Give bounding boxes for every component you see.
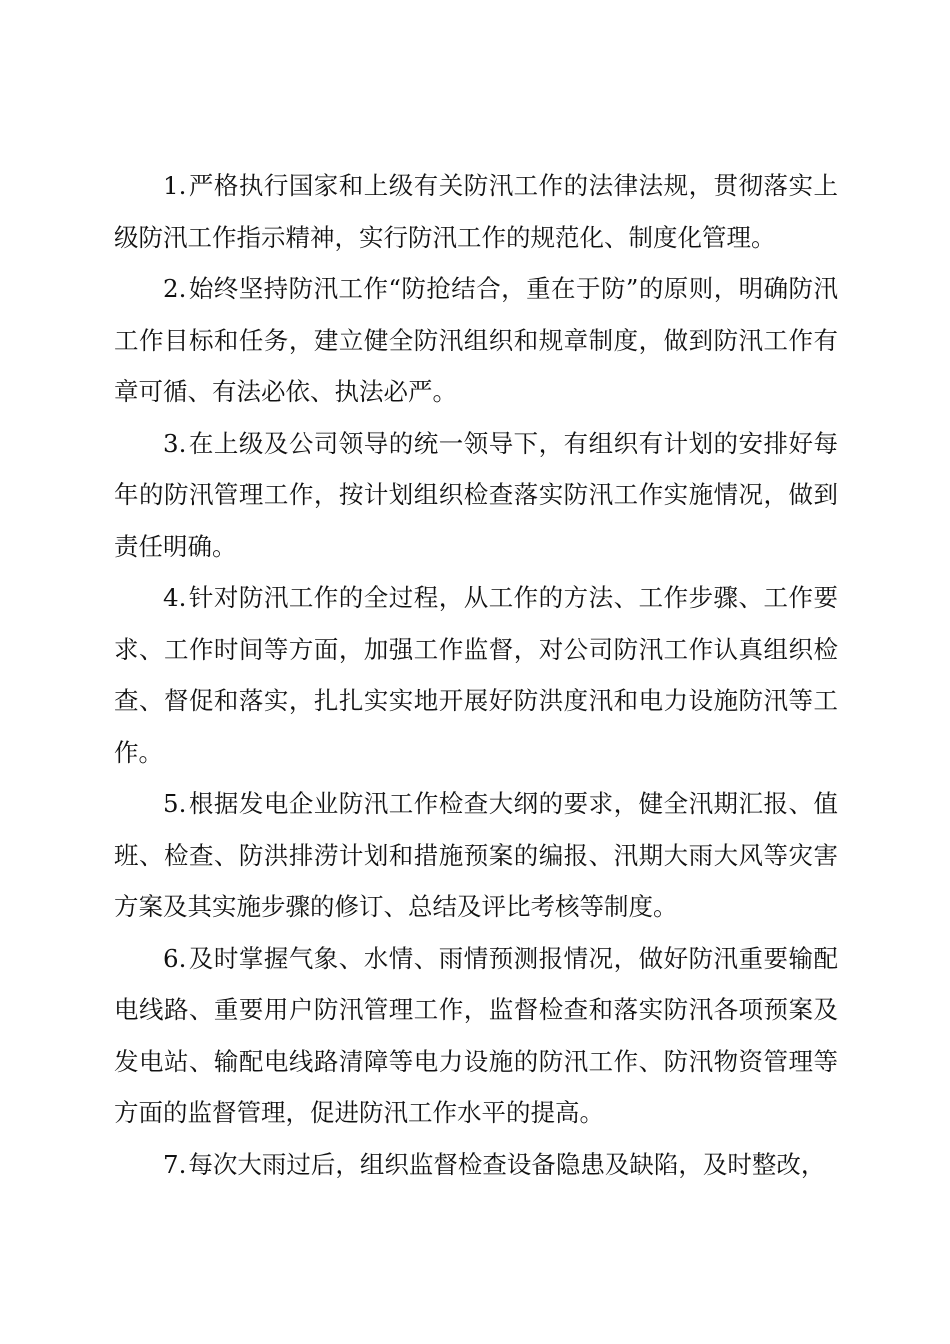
paragraph-text: 在上级及公司领导的统一领导下，有组织有计划的安排好每年的防汛管理工作，按计划组织检查落实防汛工作实施情况，做到责任明确。 — [114, 428, 838, 561]
paragraph-text: 每次大雨过后，组织监督检查设备隐患及缺陷，及时整改， — [188, 1149, 826, 1179]
paragraph-2 — [114, 263, 838, 418]
paragraph-1 — [114, 160, 838, 263]
paragraph-number: 7. — [163, 1149, 187, 1179]
paragraph-4 — [114, 572, 838, 778]
paragraph-number: 2. — [163, 274, 187, 303]
paragraph-number: 6. — [163, 943, 187, 973]
paragraph-number: 5. — [163, 789, 187, 818]
paragraph-text: 始终坚持防汛工作“防抢结合，重在于防”的原则，明确防汛工作目标和任务，建立健全防汛组织和规章制度，做到防汛工作有章可循、有法必依、执法必严。 — [114, 274, 838, 406]
paragraph-number: 1. — [163, 171, 187, 200]
document-body — [114, 160, 838, 1190]
paragraph-number: 4. — [163, 583, 187, 612]
paragraph-text: 及时掌握气象、水情、雨情预测报情况，做好防汛重要输配电线路、重要用户防汛管理工作，监督检查和落实防汛各项预案及发电站、输配电线路清障等电力设施的防汛工作、防汛物资管理等方面的监督管理，促进防汛工作水平的提高。 — [114, 943, 838, 1127]
paragraph-text: 严格执行国家和上级有关防汛工作的法律法规，贯彻落实上级防汛工作指示精神，实行防汛工作的规范化、制度化管理。 — [114, 171, 838, 252]
paragraph-text: 根据发电企业防汛工作检查大纲的要求，健全汛期汇报、值班、检查、防洪排涝计划和措施预案的编报、汛期大雨大风等灾害方案及其实施步骤的修订、总结及评比考核等制度。 — [114, 789, 838, 921]
paragraph-number: 3. — [163, 428, 187, 458]
paragraph-6 — [114, 933, 838, 1139]
paragraph-7 — [114, 1139, 838, 1191]
paragraph-5 — [114, 778, 838, 933]
paragraph-3 — [114, 418, 838, 573]
paragraph-text: 针对防汛工作的全过程，从工作的方法、工作步骤、工作要求、工作时间等方面，加强工作监督，对公司防汛工作认真组织检查、督促和落实，扎扎实实地开展好防洪度汛和电力设施防汛等工作。 — [114, 583, 838, 767]
